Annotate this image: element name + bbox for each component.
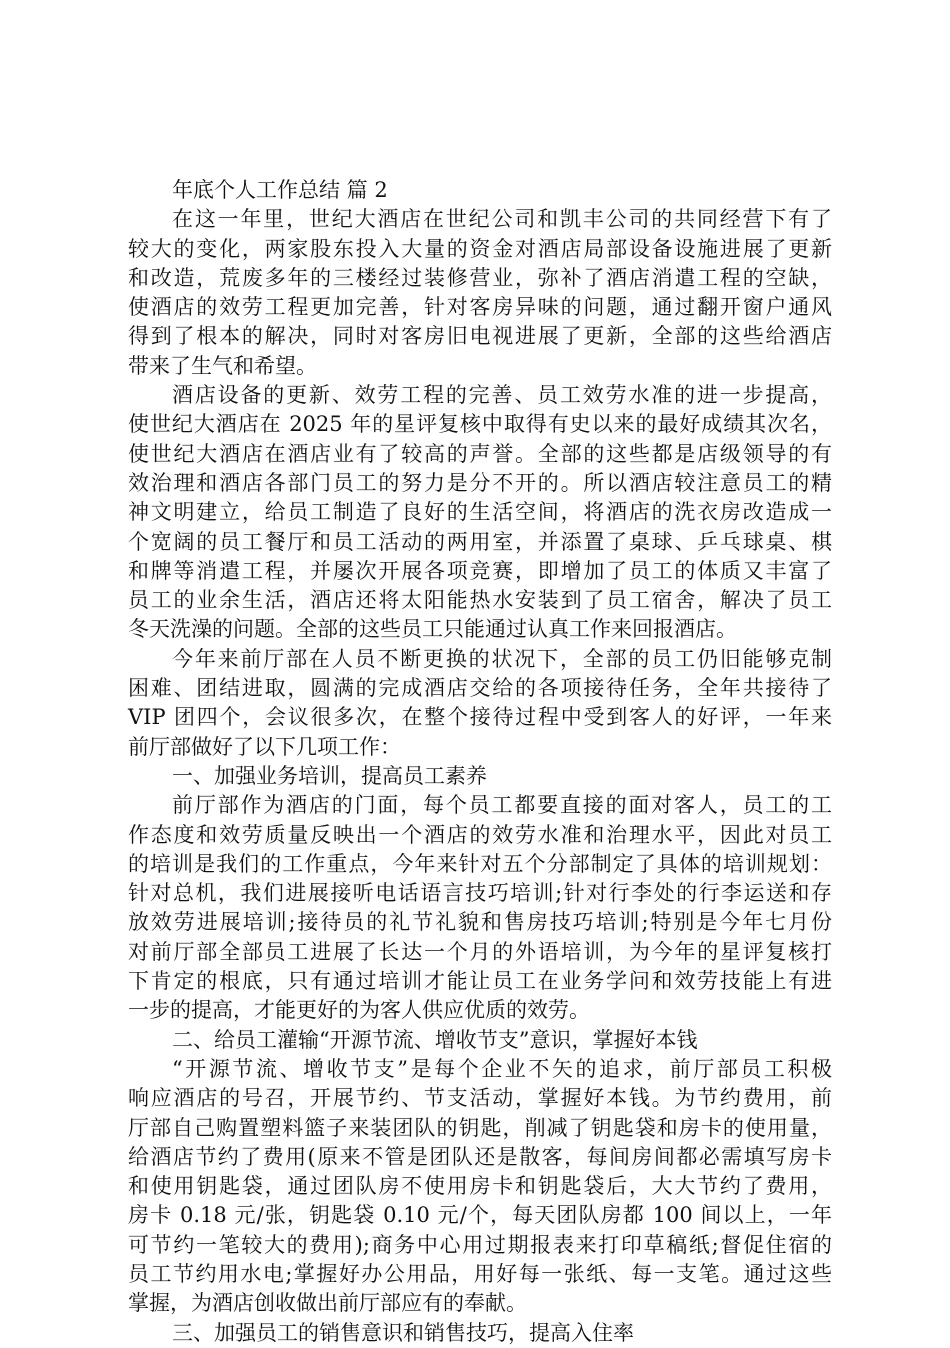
paragraph (128, 1055, 832, 1319)
paragraph-line: 房卡 0.18 元/张，钥匙袋 0.10 元/个，每天团队房都 100 间以上，一年 (128, 1203, 832, 1228)
paragraph-line: 效治理和酒店各部门员工的努力是分不开的。所以酒店较注意员工的精 (128, 470, 832, 495)
paragraph-line: 放效劳进展培训;接待员的礼节礼貌和售房技巧培训;特别是今年七月份 (128, 910, 832, 935)
paragraph-line: 厅部自己购置塑料篮子来装团队的钥匙，削减了钥匙袋和房卡的使用量， (128, 1115, 832, 1140)
document-page (128, 176, 832, 1348)
paragraph-line: “开源节流、增收节支”是每个企业不矢的追求，前厅部员工积极 (172, 1056, 832, 1081)
paragraph-line: 在这一年里，世纪大酒店在世纪公司和凯丰公司的共同经营下有了 (172, 207, 832, 232)
paragraph-line: 困难、团结进取，圆满的完成酒店交给的各项接待任务，全年共接待了 (128, 676, 832, 701)
paragraph-line: 和牌等消遣工程，并屡次开展各项竞赛，即增加了员工的体质又丰富了 (128, 558, 832, 583)
paragraph-line: 对前厅部全部员工进展了长达一个月的外语培训，为今年的星评复核打 (128, 939, 832, 964)
heading-text: 一、加强业务培训，提高员工素养 (172, 763, 487, 788)
paragraph-line: 掌握，为酒店创收做出前厅部应有的奉献。 (128, 1291, 527, 1316)
heading-text: 三、加强员工的销售意识和销售技巧，提高入住率 (172, 1320, 634, 1345)
paragraph-line: 下肯定的根底，只有通过培训才能让员工在业务学问和效劳技能上有进 (128, 969, 832, 994)
section-heading (128, 1319, 832, 1348)
paragraph (128, 645, 832, 762)
paragraph-line: 员工的业余生活，酒店还将太阳能热水安装到了员工宿舍，解决了员工 (128, 588, 832, 613)
paragraph-line: 和改造，荒废多年的三楼经过装修营业，弥补了酒店消遣工程的空缺， (128, 265, 832, 290)
section-heading (128, 762, 832, 791)
document-body (128, 205, 832, 1348)
paragraph-line: 使世纪大酒店在 2025 年的星评复核中取得有史以来的最好成绩其次名， (128, 412, 832, 437)
paragraph-line: 使酒店的效劳工程更加完善，针对客房异味的问题，通过翻开窗户通风 (128, 295, 832, 320)
paragraph-line: 酒店设备的更新、效劳工程的完善、员工效劳水准的进一步提高， (172, 383, 832, 408)
paragraph (128, 791, 832, 1025)
paragraph-line: VIP 团四个，会议很多次，在整个接待过程中受到客人的好评，一年来 (128, 705, 832, 730)
paragraph-line: 员工节约用水电;掌握好办公用品，用好每一张纸、每一支笔。通过这些 (128, 1261, 832, 1286)
paragraph-line: 作态度和效劳质量反映出一个酒店的效劳水准和治理水平，因此对员工 (128, 822, 832, 847)
paragraph-line: 一步的提高，才能更好的为客人供应优质的效劳。 (128, 998, 590, 1023)
paragraph (128, 205, 832, 381)
paragraph-line: 前厅部作为酒店的门面，每个员工都要直接的面对客人，员工的工 (172, 793, 832, 818)
paragraph-line: 带来了生气和希望。 (128, 353, 317, 378)
paragraph-line: 冬天洗澡的问题。全部的这些员工只能通过认真工作来回报酒店。 (128, 617, 737, 642)
paragraph-line: 针对总机，我们进展接听电话语言技巧培训;针对行李处的行李运送和存 (128, 881, 832, 906)
paragraph-line: 个宽阔的员工餐厅和员工活动的两用室，并添置了桌球、乒乓球桌、棋 (128, 529, 832, 554)
heading-text: 二、给员工灌输“开源节流、增收节支”意识，掌握好本钱 (172, 1027, 698, 1052)
paragraph-line: 和使用钥匙袋，通过团队房不使用房卡和钥匙袋后，大大节约了费用， (128, 1174, 832, 1199)
paragraph-line: 较大的变化，两家股东投入大量的资金对酒店局部设备设施进展了更新 (128, 236, 832, 261)
paragraph-line: 的培训是我们的工作重点，今年来针对五个分部制定了具体的培训规划： (128, 851, 832, 876)
section-heading (128, 1026, 832, 1055)
paragraph-line: 使世纪大酒店在酒店业有了较高的声誉。全部的这些都是店级领导的有 (128, 441, 832, 466)
paragraph-line: 可节约一笔较大的费用);商务中心用过期报表来打印草稿纸;督促住宿的 (128, 1232, 832, 1257)
paragraph-line: 神文明建立，给员工制造了良好的生活空间，将酒店的洗衣房改造成一 (128, 500, 832, 525)
paragraph-line: 得到了根本的解决，同时对客房旧电视进展了更新，全部的这些给酒店 (128, 324, 832, 349)
paragraph-line: 给酒店节约了费用(原来不管是团队还是散客，每间房间都必需填写房卡 (128, 1144, 832, 1169)
paragraph-line: 响应酒店的号召，开展节约、节支活动，掌握好本钱。为节约费用，前 (128, 1086, 832, 1111)
document-title: 年底个人工作总结 篇 2 (172, 178, 388, 202)
paragraph-line: 今年来前厅部在人员不断更换的状况下，全部的员工仍旧能够克制 (172, 646, 832, 671)
paragraph-line: 前厅部做好了以下几项工作： (128, 734, 401, 759)
paragraph (128, 381, 832, 645)
